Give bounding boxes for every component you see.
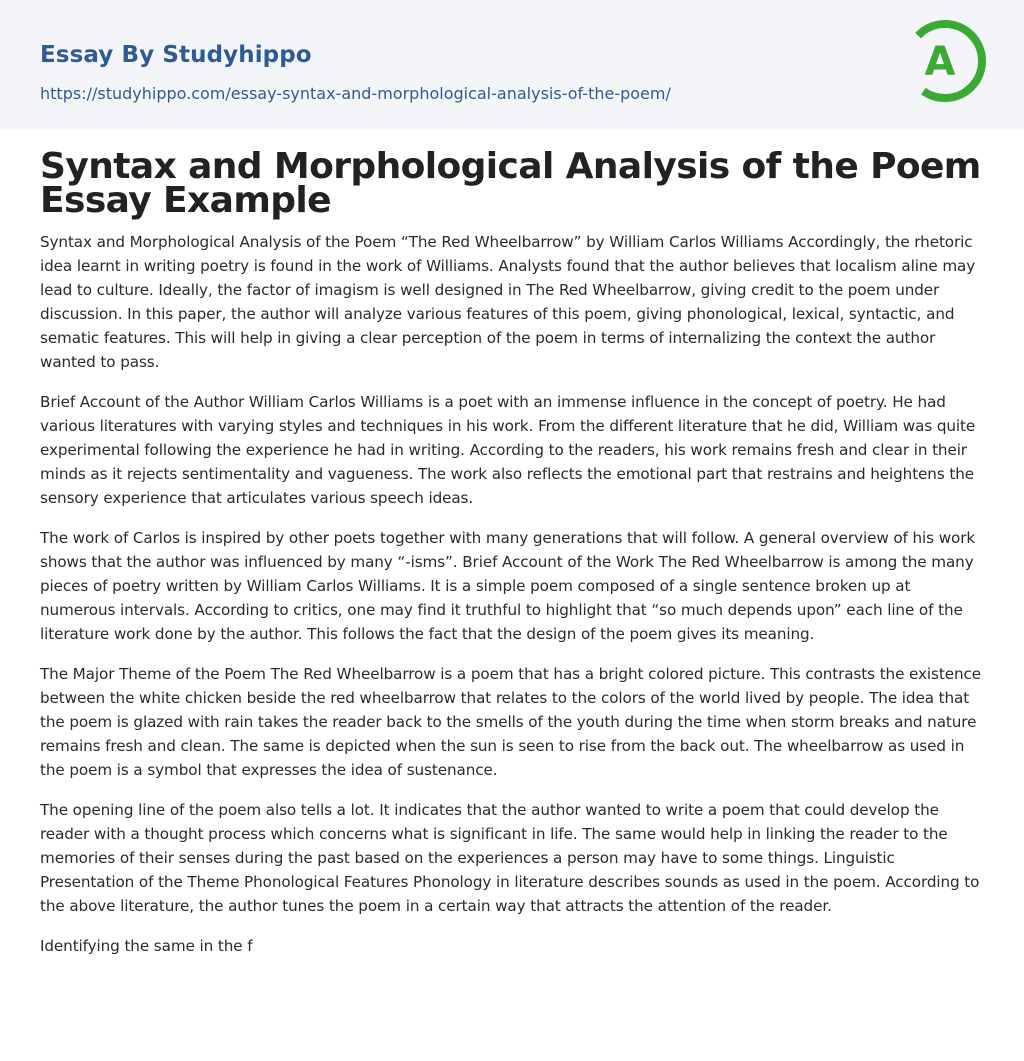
- logo-letter: A: [924, 39, 956, 85]
- article-paragraph: Brief Account of the Author William Carlos Williams is a poet with an immense influence in the concept of poetry. He had various literatures with varying styles and techniques in his work. From the different literature that he did, William was quite experimental following the experience he had in writing. According to the readers, his work remains fresh and clear in their minds as it rejects sentimentality and vagueness. The work also reflects the emotional part that restrains and heightens the sensory experience that articulates various speech ideas.: [40, 393, 976, 507]
- studyhippo-logo-icon[interactable]: [901, 17, 989, 105]
- article: [40, 146, 984, 958]
- site-brand[interactable]: Essay By Studyhippo: [40, 42, 312, 68]
- page-url-link[interactable]: https://studyhippo.com/essay-syntax-and-morphological-analysis-of-the-poem/: [40, 84, 671, 103]
- article-paragraph: Syntax and Morphological Analysis of the Poem “The Red Wheelbarrow” by William Carlos Williams Accordingly, the rhetoric idea learnt in writing poetry is found in the work of Williams. Analysts found that the author believes that localism aline may lead to culture. Ideally, the factor of imagism is well designed in The Red Wheelbarrow, giving credit to the poem under discussion. In this paper, the author will analyze various features of this poem, giving phonological, lexical, syntactic, and sematic features. This will help in giving a clear perception of the poem in terms of internalizing the context the author wanted to pass.: [40, 233, 976, 371]
- article-paragraph-truncated: Identifying the same in the f: [40, 937, 253, 955]
- article-paragraph: The work of Carlos is inspired by other poets together with many generations that will follow. A general overview of his work shows that the author was influenced by many “-isms”. Brief Account of the Work The Red Wheelbarrow is among the many pieces of poetry written by William Carlos Williams. It is a simple poem composed of a single sentence broken up at numerous intervals. According to critics, one may find it truthful to highlight that “so much depends upon” each line of the literature work done by the author. This follows the fact that the design of the poem gives its meaning.: [40, 529, 976, 643]
- article-paragraph: The opening line of the poem also tells a lot. It indicates that the author wanted to write a poem that could develop the reader with a thought process which concerns what is significant in life. The same would help in linking the reader to the memories of their senses during the past based on the experiences a person may have to some things. Linguistic Presentation of the Theme Phonological Features Phonology in literature describes sounds as used in the poem. According to the above literature, the author tunes the poem in a certain way that attracts the attention of the reader.: [40, 801, 980, 915]
- article-paragraph: The Major Theme of the Poem The Red Wheelbarrow is a poem that has a bright colored picture. This contrasts the existence between the white chicken beside the red wheelbarrow that relates to the colors of the world lived by people. The idea that the poem is glazed with rain takes the reader back to the smells of the youth during the time when storm breaks and nature remains fresh and clean. The same is depicted when the sun is seen to rise from the back out. The wheelbarrow as used in the poem is a symbol that expresses the idea of sustenance.: [40, 665, 981, 779]
- page-title: Syntax and Morphological Analysis of the Poem Essay Example: [40, 146, 981, 221]
- site-header: [0, 0, 1024, 129]
